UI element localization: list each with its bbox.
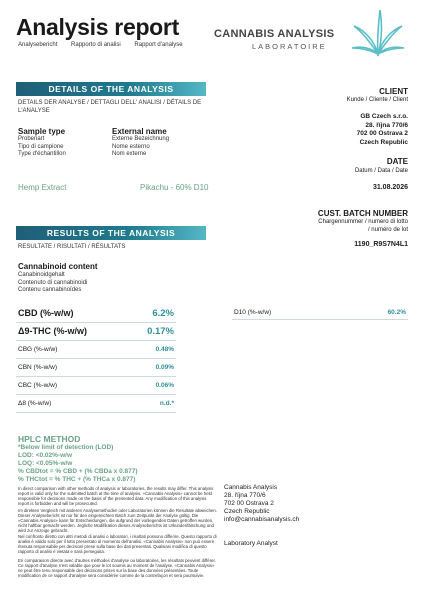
external-name-label: External name (112, 127, 167, 136)
lab-country: Czech Republic (224, 508, 270, 515)
details-translations: DETAILS DER ANALYSE / DETTAGLI DELL' ANALISI / DÉTAILS DE L'ANALYSE (18, 100, 202, 114)
external-name-fr: Nom externe (112, 151, 147, 157)
date-value: 31.08.2026 (372, 184, 408, 191)
external-name-translations (112, 136, 169, 159)
client-country: Czech Republic (359, 138, 408, 146)
details-section-bar: DETAILS OF THE ANALYSIS (16, 82, 206, 96)
content-fr: Contenu cannabinoïdes (18, 287, 82, 293)
content-de: Canabinoidgehalt (18, 272, 65, 278)
sample-type-fr: Type d'échantillon (18, 151, 66, 157)
external-name-it: Nome esterno (112, 143, 150, 150)
external-name-value: Pikachu - 60% D10 (140, 183, 209, 192)
cannabis-leaf-logo (350, 6, 406, 60)
hplc-line: *Below limit of detection (LOD) (18, 444, 114, 451)
subtitle-de: Analysebericht (18, 42, 58, 48)
result-value: 0.09% (155, 364, 174, 371)
disclaimer-fr: En comparaison directe avec d'autres méthodes d'analyse ou laboratoires, les résultats peuvent différer. Ce rapport d'analyse n'est valable que pour le lot soumis au moment de l'analyse. «Cannabis Analysis» ne peut être tenu responsable des décisions prises sur la base des données présentées. Toute modification de ce rapport d'analyse sera considérée comme de la contrefaçon et sera poursuivie. (18, 558, 216, 578)
lab-city: 702 00 Ostrava 2 (224, 500, 274, 507)
hplc-line: % THCtot = % THC + (% THCa x 0.877) (18, 476, 136, 483)
hplc-line: LOQ: <0.05%-w/w (18, 460, 73, 467)
report-title-translations (18, 42, 195, 48)
result-value: n.d.* (159, 400, 174, 407)
lab-analyst-label: Laboratory Analyst (224, 540, 278, 547)
sample-type-label: Sample type (18, 127, 66, 136)
result-value: 0.06% (155, 382, 174, 389)
result-value: 60.2% (387, 309, 406, 316)
result-name: CBN (%-w/w) (18, 364, 57, 371)
result-value: 0.17% (147, 326, 174, 337)
sample-type-translations (18, 136, 66, 159)
result-name: Δ9-THC (%-w/w) (18, 326, 87, 336)
cannabinoid-content-label: Cannabinoid content (18, 262, 98, 271)
content-it: Contenuto di cannabinoidi (18, 279, 88, 286)
disclaimer-it: Nel confronto diretto con altri metodi di analisi o laboratori, i risultati possono differire. Questo rapporto di analisi è valido solo per il lotto presentato al momento dell'analisi. «Cannabis Analysis» non può essere ritenuta responsabile per decisioni prese sulla base dei dati presentati. Qualsiasi modifica di questo rapporto di analisi è vietata e sarà perseguita. (18, 534, 217, 554)
hplc-method-title: HPLC METHOD (18, 434, 81, 444)
batch-sub-line-1: Chargennummer / numero di lotto (318, 219, 408, 225)
sample-type-it: Tipo di campione (18, 143, 64, 150)
batch-translations (260, 219, 408, 234)
result-row-cbd (16, 305, 176, 323)
client-street: 28. října 770/6 (365, 121, 408, 129)
result-row-cbc (16, 377, 176, 395)
batch-sub-line-2: / numéro de lot (367, 226, 408, 233)
disclaimer-de: Im direkten Vergleich mit anderen Analysemethoden oder Laboratorien können die Resultate abweichen. Dieser Analysebericht ist nur für den eingereichten Batch zum Zeitpunkt der Analyse gültig. Die «Cannabis Analysis» kann für Entscheidungen, die aufgrund der vorliegenden Daten getroffen wurden, nicht haftbar gemacht werden. Jegliche Modifikation dieses Analyseberichts ist Urkundenfälschung und wird zur Anzeige gebracht. (18, 508, 217, 533)
external-name-de: Externe Bezeichnung (112, 136, 170, 142)
batch-value: 1190_R9S7N4L1 (354, 241, 408, 248)
subtitle-fr: Rapport d'analyse (134, 42, 183, 48)
report-title: Analysis report (16, 14, 179, 40)
batch-label: CUST. BATCH NUMBER (317, 209, 408, 218)
sample-type-de: Probenart (18, 136, 45, 142)
result-row-cbg (16, 341, 176, 359)
sample-type-value: Hemp Extract (18, 183, 67, 192)
brand-subtitle: LABORATOIRE (252, 42, 327, 51)
date-translations: Datum / Data / Date (354, 168, 408, 174)
result-row-d9-thc (16, 323, 176, 341)
lab-email: info@cannabisanalysis.ch (224, 516, 300, 523)
hplc-line: % CBDtot = % CBD + (% CBDa x 0.877) (18, 468, 138, 475)
result-value: 0.48% (155, 346, 174, 353)
client-city: 702 00 Ostrava 2 (356, 130, 408, 137)
result-name: Δ8 (%-w/w) (18, 400, 52, 407)
subtitle-it: Rapporto di analisi (71, 42, 121, 48)
date-label: DATE (386, 157, 408, 166)
disclaimer-en: In direct comparison with other methods of analysis or laboratories, the results may differ. This analysis report is valid only for the submitted batch at the time of analysis. «Cannabis Analysis» cannot be held responsible for decisions made on the basis of the presented data. Any modification of this analysis report is forbidden and will be prosecuted. (18, 486, 214, 506)
result-name: CBG (%-w/w) (18, 346, 58, 353)
result-name: CBC (%-w/w) (18, 382, 57, 389)
results-section-bar: RESULTS OF THE ANALYSIS (16, 226, 206, 240)
result-value: 6.2% (152, 308, 174, 319)
client-translations: Kunde / Cliente / Client (346, 97, 408, 103)
result-row-d8 (16, 395, 176, 413)
client-company: GB Czech s.r.o. (360, 113, 408, 120)
lab-street: 28. října 770/6 (224, 492, 266, 499)
lab-name: Cannabis Analysis (224, 484, 278, 491)
result-name: D10 (%-w/w) (234, 309, 272, 316)
client-label: CLIENT (379, 87, 408, 96)
brand-name: CANNABIS ANALYSIS (214, 28, 335, 40)
cannabinoid-content-translations (18, 272, 87, 295)
result-row-d10 (232, 307, 408, 320)
hplc-line: LOD: <0.02%-w/w (18, 452, 72, 459)
results-translations: RESULTATE / RISULTATI / RÉSULTATS (18, 244, 126, 250)
result-name: CBD (%-w/w) (18, 308, 74, 318)
lab-address (224, 484, 299, 524)
result-row-cbn (16, 359, 176, 377)
client-address (300, 113, 408, 147)
